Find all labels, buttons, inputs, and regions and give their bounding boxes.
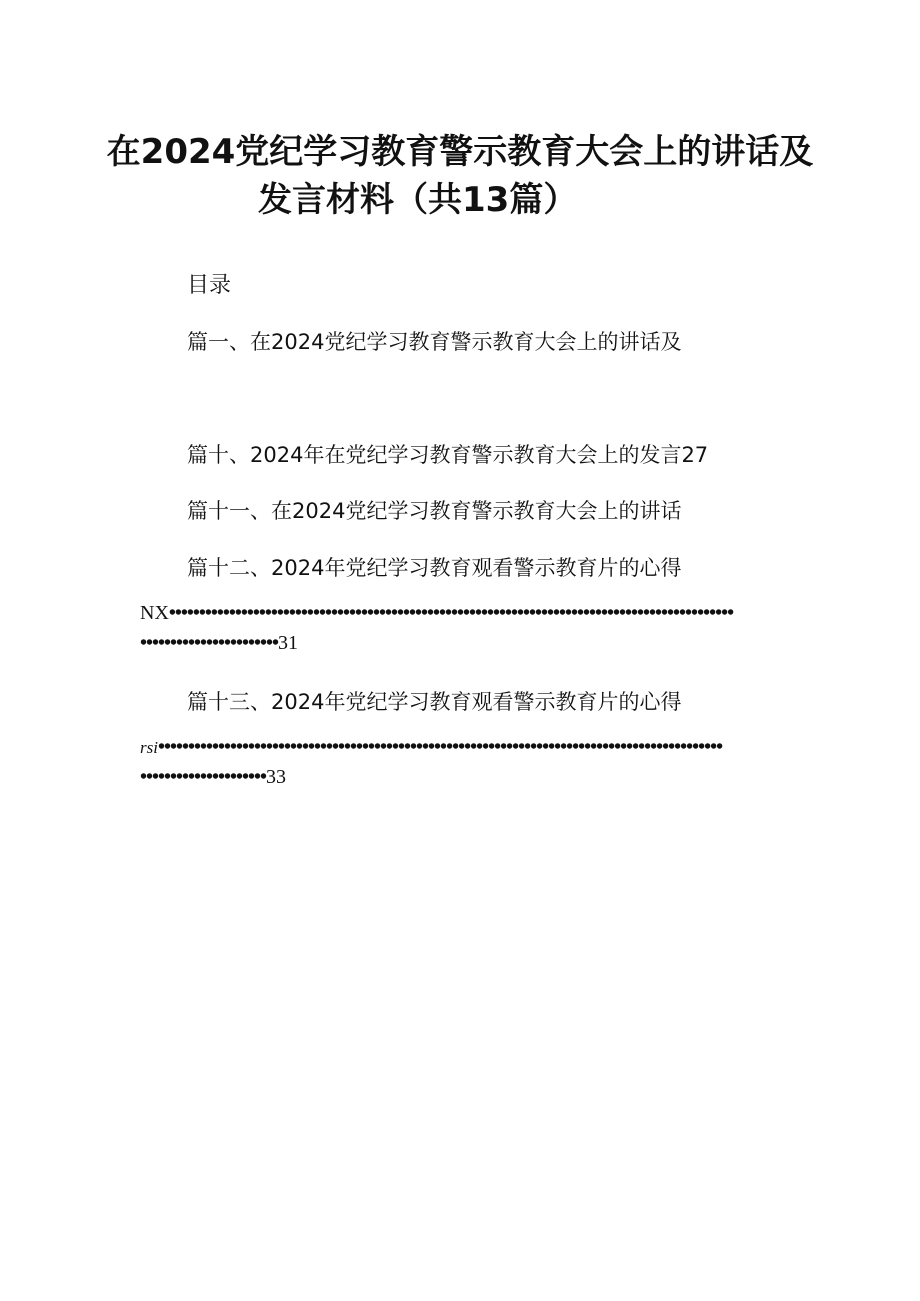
toc-entry-12-page: 31 bbox=[278, 632, 299, 654]
dot-leader: •••••••••••••••••••••••••••••••••••••••••••••••••••••••••••••••••••••••••••••••••••••••••••••• bbox=[168, 602, 734, 624]
document-title-line1: 在2024党纪学习教育警示教育大会上的讲话及 bbox=[106, 132, 814, 172]
toc-entry-13-page: 33 bbox=[266, 766, 287, 788]
document-title-line2: 发言材料（共13篇） bbox=[258, 180, 578, 220]
dot-leader: ••••••••••••••••••••••• bbox=[140, 632, 279, 654]
toc-entry-11[interactable]: 篇十一、在2024党纪学习教育警示教育大会上的讲话 bbox=[187, 499, 682, 523]
toc-entry-12-leader bbox=[140, 602, 800, 625]
toc-entry-10[interactable]: 篇十、2024年在党纪学习教育警示教育大会上的发言27 bbox=[187, 443, 709, 467]
dot-leader: ••••••••••••••••••••• bbox=[140, 766, 267, 788]
toc-entry-13-leader bbox=[140, 736, 800, 759]
toc-entry-12-lead: NX bbox=[140, 602, 169, 624]
toc-entry-13-lead: rsi bbox=[140, 738, 158, 757]
toc-entry-12[interactable]: 篇十二、2024年党纪学习教育观看警示教育片的心得 bbox=[187, 556, 682, 580]
dot-leader: •••••••••••••••••••••••••••••••••••••••••••••••••••••••••••••••••••••••••••••••••••••••••••••• bbox=[157, 736, 723, 758]
toc-entry-13-page-line bbox=[140, 766, 286, 789]
toc-entry-13[interactable]: 篇十三、2024年党纪学习教育观看警示教育片的心得 bbox=[187, 690, 682, 714]
toc-entry-1[interactable]: 篇一、在2024党纪学习教育警示教育大会上的讲话及 bbox=[187, 330, 682, 354]
toc-label: 目录 bbox=[187, 273, 232, 298]
toc-entry-12-page-line bbox=[140, 632, 298, 655]
